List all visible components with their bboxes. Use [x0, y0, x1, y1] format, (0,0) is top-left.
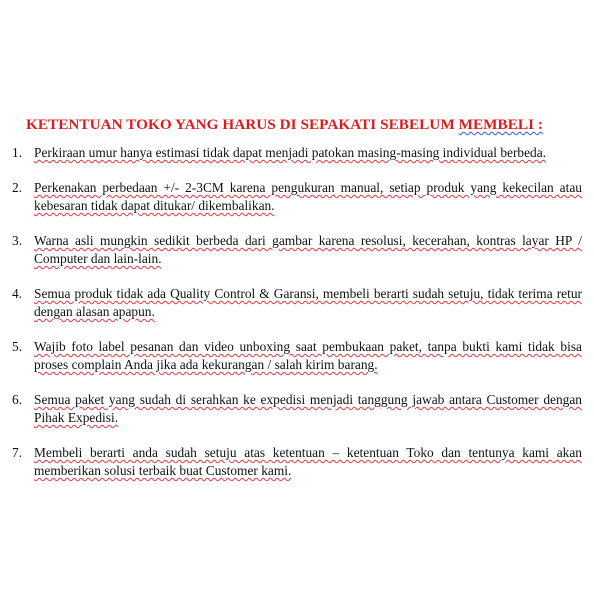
rule-number: 1.	[12, 145, 23, 160]
rule-item-4	[12, 285, 582, 321]
rule-item-6	[12, 391, 582, 427]
rules-list	[12, 144, 582, 497]
rule-text: Perkiraan umur hanya estimasi tidak dapat menjadi patokan masing-masing individual berbeda.	[34, 145, 547, 160]
rule-text: Membeli berarti anda sudah setuju atas ketentuan – ketentuan Toko dan tentunya kami akan memberikan solusi terbaik buat Customer kami.	[34, 445, 582, 478]
rule-number: 6.	[12, 392, 23, 407]
rule-item-2	[12, 179, 582, 215]
rule-text: Warna asli mungkin sedikit berbeda dari gambar karena resolusi, kecerahan, kontras layar HP / Computer dan lain-lain.	[34, 233, 582, 266]
rule-number: 4.	[12, 286, 23, 301]
rule-text: Semua paket yang sudah di serahkan ke expedisi menjadi tanggung jawab antara Customer dengan Pihak Expedisi.	[34, 392, 582, 425]
document-title-end: MEMBELI :	[458, 116, 543, 133]
rule-item-5	[12, 338, 582, 374]
rule-number: 5.	[12, 339, 23, 354]
rule-text: Wajib foto label pesanan dan video unboxing saat pembukaan paket, tanpa bukti kami tidak bisa proses complain Anda jika ada kekurangan / salah kirim barang.	[34, 339, 582, 372]
rule-text: Perkenakan perbedaan +/- 2-3CM karena pengukuran manual, setiap produk yang kekecilan atau kebesaran tidak dapat ditukar/ dikembalikan.	[34, 180, 582, 213]
rule-number: 3.	[12, 233, 23, 248]
document-title	[26, 116, 566, 134]
rule-item-7	[12, 444, 582, 480]
rule-item-1	[12, 144, 582, 162]
rule-number: 7.	[12, 445, 23, 460]
rule-text: Semua produk tidak ada Quality Control & Garansi, membeli berarti sudah setuju, tidak terima retur dengan alasan apapun.	[34, 286, 582, 319]
rule-number: 2.	[12, 180, 23, 195]
document-title-main: KETENTUAN TOKO YANG HARUS DI SEPAKATI SEBELUM	[26, 116, 455, 133]
rule-item-3	[12, 232, 582, 268]
